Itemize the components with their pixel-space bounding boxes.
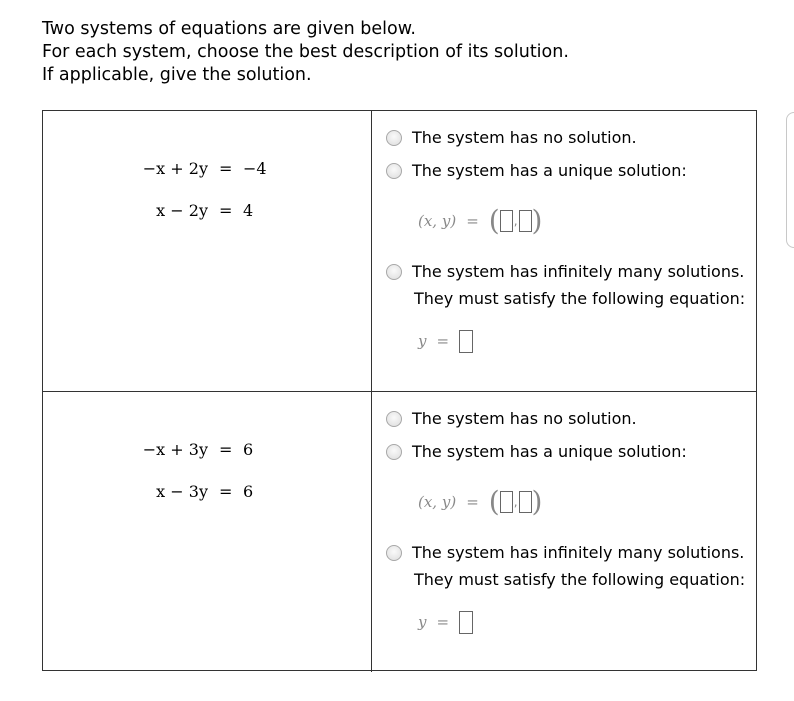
system-1-y-equation [418, 327, 473, 355]
option-label: The system has no solution. [412, 409, 637, 428]
option-label: The system has infinitely many solutions. [412, 262, 745, 281]
instructions [42, 18, 569, 87]
y-expression-input[interactable] [459, 330, 473, 353]
pair-label: (x, y) [418, 493, 457, 511]
system-1-option-unique-solution[interactable] [386, 161, 687, 180]
comma-icon: , [513, 495, 518, 509]
system-1-options [372, 111, 756, 391]
equation-rhs: 6 [243, 482, 254, 501]
y-expression-input[interactable] [459, 611, 473, 634]
system-1-infinite-subtext: They must satisfy the following equation: [414, 289, 746, 308]
y-equals: = [436, 332, 450, 350]
radio-button[interactable] [386, 130, 402, 146]
option-label: The system has a unique solution: [412, 161, 687, 180]
right-paren-icon: ) [531, 485, 543, 518]
option-label: The system has a unique solution: [412, 442, 687, 461]
system-2-infinite-subtext: They must satisfy the following equation: [414, 570, 746, 589]
system-2-option-infinite-solutions[interactable] [386, 543, 744, 562]
y-label: y [418, 613, 427, 631]
equation-equals: = [219, 159, 233, 178]
radio-button[interactable] [386, 163, 402, 179]
radio-button[interactable] [386, 264, 402, 280]
system-row-2 [43, 391, 756, 672]
side-panel-tab[interactable] [786, 112, 794, 248]
x-value-input[interactable] [500, 210, 513, 232]
pair-equals: = [466, 212, 479, 230]
y-value-input[interactable] [519, 210, 532, 232]
equation-lhs: −x + 3y [142, 440, 208, 459]
system-row-1 [43, 111, 756, 391]
instruction-line-1: Two systems of equations are given below. [42, 19, 416, 39]
pair-equals: = [466, 493, 479, 511]
systems-table [42, 110, 757, 671]
system-2-solution-pair [418, 487, 542, 517]
left-paren-icon: ( [488, 485, 500, 518]
equation-rhs: −4 [243, 159, 267, 178]
option-label: The system has infinitely many solutions. [412, 543, 745, 562]
equation-rhs: 6 [243, 440, 254, 459]
equation-equals: = [219, 201, 233, 220]
instruction-line-2: For each system, choose the best description of its solution. [42, 42, 569, 62]
y-label: y [418, 332, 427, 350]
system-2-options [372, 392, 756, 672]
system-1-option-infinite-solutions[interactable] [386, 262, 744, 281]
option-label: The system has no solution. [412, 128, 637, 147]
equation-equals: = [219, 482, 233, 501]
system-2-equations [43, 392, 372, 672]
instruction-line-3: If applicable, give the solution. [42, 65, 312, 85]
system-2-y-equation [418, 608, 473, 636]
radio-button[interactable] [386, 545, 402, 561]
system-1-solution-pair [418, 206, 542, 236]
system-2-option-no-solution[interactable] [386, 409, 637, 428]
equation-lhs: −x + 2y [142, 159, 208, 178]
equation-lhs: x − 2y [156, 201, 208, 220]
equation-lhs: x − 3y [156, 482, 208, 501]
left-paren-icon: ( [488, 204, 500, 237]
x-value-input[interactable] [500, 491, 513, 513]
system-2-option-unique-solution[interactable] [386, 442, 687, 461]
radio-button[interactable] [386, 411, 402, 427]
pair-label: (x, y) [418, 212, 457, 230]
radio-button[interactable] [386, 444, 402, 460]
equation-rhs: 4 [243, 201, 254, 220]
system-1-equations [43, 111, 372, 391]
comma-icon: , [513, 214, 518, 228]
system-1-option-no-solution[interactable] [386, 128, 637, 147]
y-value-input[interactable] [519, 491, 532, 513]
equation-equals: = [219, 440, 233, 459]
right-paren-icon: ) [531, 204, 543, 237]
y-equals: = [436, 613, 450, 631]
